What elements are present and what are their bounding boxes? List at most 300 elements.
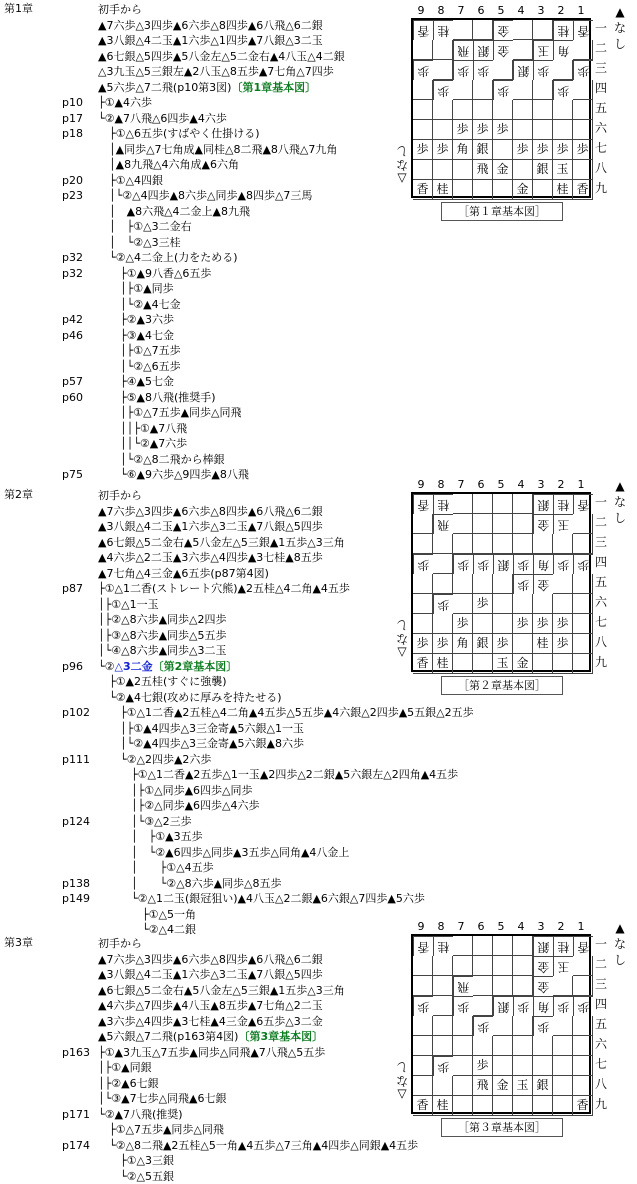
gote-piece: 桂 [433,494,453,514]
board-square [513,494,533,514]
gote-piece: 金 [493,40,513,60]
board-square [573,956,593,976]
board-square [533,1056,553,1076]
board-square [513,534,533,554]
board-square [473,534,493,554]
move-text: │└②△6五歩 [98,359,181,373]
board-square [553,60,573,80]
board-square [573,534,593,554]
page-ref: p75 [62,468,83,481]
rank-label: 六 [594,595,607,609]
board-square [573,514,593,534]
gote-hand [395,618,409,660]
file-label: 4 [517,478,525,491]
sente-piece: 歩 [573,140,593,160]
move-text: ▲3八銀△4二玉▲1六歩△3二玉▲7八銀△5四歩 [98,968,323,981]
move-text: ├①△3三銀 [98,1154,174,1167]
board-square [473,976,493,996]
move-text: └②△5五銀 [98,1169,174,1183]
file-label: 9 [417,478,425,491]
board-square [493,514,513,534]
move-text: ▲7六歩△3四歩▲6六歩△8四歩▲6八飛△6二銀 [98,952,323,966]
board-square [453,1036,473,1056]
gote-piece: 桂 [553,494,573,514]
move-text: ▲4六歩△7四歩▲4八玉▲8五歩▲7七角△2二玉 [98,999,323,1012]
move-text: └②△4二銀 [98,923,196,936]
file-label: 1 [577,478,585,491]
page-ref: p124 [62,814,90,828]
rank-label: 二 [594,515,607,529]
move-text: └②▲4七銀(攻めに厚みを持たせる) [98,690,282,704]
board-square [513,936,533,956]
highlight-text: 〔第1章基本図〕 [231,80,317,94]
board-square [533,534,553,554]
board-square [573,160,593,180]
sente-piece: 歩 [513,140,533,160]
move-text: │ └②△8六歩▲同歩△8五歩 [98,876,282,890]
sente-hand: ▲なし [613,921,626,967]
file-label: 8 [437,920,445,933]
file-label: 9 [417,4,425,17]
gote-piece: 金 [533,976,553,996]
board-square [573,100,593,120]
move-text: │├①▲同銀 [98,1061,152,1074]
sente-piece: 香 [573,180,593,200]
page-ref: p18 [62,127,83,140]
board-square [433,1076,453,1096]
page-ref: p96 [62,659,83,673]
page-ref: p60 [62,390,83,404]
board-square [413,1076,433,1096]
gote-piece: 香 [573,494,593,514]
page-ref: p17 [62,111,83,125]
move-text: │ ├①△3二金右 [98,220,192,233]
sente-hand: ▲なし [613,5,626,51]
gote-piece: 銀 [473,40,493,60]
rank-label: 七 [594,615,607,629]
shogi-board [393,478,637,698]
sente-piece: 歩 [433,140,453,160]
move-text: ├①▲2五桂(すぐに強襲) [98,675,227,688]
board-grid [411,934,591,1114]
move-text: └②△2四歩▲2六歩 [98,752,212,766]
board-square [473,574,493,594]
rank-label: 九 [594,1097,607,1111]
sente-piece: 角 [453,634,473,654]
board-square [513,1096,533,1116]
board-square [573,1076,593,1096]
board-square [573,614,593,634]
move-text: ├①△5一角 [98,907,196,921]
sente-piece: 香 [413,180,433,200]
move-text: │└②▲4四歩△3三金寄▲5六銀▲8六歩 [98,737,304,750]
move-text: ▲6七銀△5二金右▲5八金左△5三銀▲1五歩△3三角 [98,535,345,549]
gote-piece: 角 [553,40,573,60]
board-square [493,574,513,594]
gote-piece: 香 [413,494,433,514]
rank-label: 八 [594,635,607,649]
sente-piece: 桂 [433,654,453,674]
board-square [513,80,533,100]
board-square [533,20,553,40]
sente-piece: 歩 [473,120,493,140]
rank-label: 四 [594,997,607,1011]
page-ref: p171 [62,1107,90,1121]
move-text: △3九玉△5三銀左▲2八玉△8五歩▲7七角△7四歩 [98,65,334,78]
sente-piece: 銀 [533,160,553,180]
rank-label: 六 [594,121,607,135]
file-label: 5 [497,4,505,17]
board-square [553,100,573,120]
board-square [473,996,493,1016]
move-text: ││├①▲7八飛 [98,421,188,435]
sente-piece: 桂 [533,634,553,654]
board-square [453,80,473,100]
board-square [473,514,493,534]
board-square [513,100,533,120]
gote-piece: 香 [413,936,433,956]
page-ref: p102 [62,706,90,719]
board-square [573,1016,593,1036]
file-label: 5 [497,920,505,933]
gote-piece: 香 [413,20,433,40]
move-text: └②△8二飛▲2五桂△5一角▲4五歩△7三角▲4四歩△同銀▲4五歩 [98,1138,419,1152]
board-square [513,120,533,140]
gote-piece: 歩 [473,60,493,80]
move-text: │├①△1一玉 [98,597,159,611]
gote-piece: 歩 [413,60,433,80]
gote-piece: 金 [533,956,553,976]
board-square [533,1036,553,1056]
gote-piece: 金 [493,20,513,40]
board-square [493,60,513,80]
board-square [453,1076,473,1096]
file-label: 7 [457,920,465,933]
board-square [493,1056,513,1076]
board-square [493,936,513,956]
board-square [413,594,433,614]
move-text: │└④△8六歩▲同歩△3二玉 [98,644,227,657]
gote-piece: 玉 [533,40,553,60]
highlight-text: △3二金 [114,659,153,673]
board-square [453,160,473,180]
move-text: └②▲7八飛△6四歩▲4六歩 [98,111,227,125]
board-square [513,20,533,40]
board-square [413,1056,433,1076]
gote-piece: 銀 [513,60,533,80]
gote-piece: 飛 [433,514,453,534]
sente-piece: 歩 [433,634,453,654]
move-text: │└②▲4七金 [98,297,181,311]
board-square [453,100,473,120]
board-square [413,956,433,976]
board-square [493,494,513,514]
move-text: │├②▲6七銀 [98,1076,159,1090]
chapter-label: 第1章 [4,2,33,15]
move-text: └⑥▲9六歩△9四歩▲8八飛 [98,468,249,481]
move-text: │├②△8六歩▲同歩△2四歩 [98,613,227,626]
gote-piece: 歩 [453,554,473,574]
rank-label: 六 [594,1037,607,1051]
move-text: ├①▲4六歩 [98,96,152,109]
file-label: 7 [457,478,465,491]
board-caption: ［第２章基本図］ [441,676,563,695]
file-label: 3 [537,4,545,17]
board-square [433,956,453,976]
board-square [493,956,513,976]
board-square [453,574,473,594]
gote-hand-text: △なし [396,144,409,186]
chapter-label: 第3章 [4,936,33,949]
gote-piece: 歩 [513,554,533,574]
page-ref: p138 [62,876,90,890]
board-square [453,20,473,40]
file-label: 1 [577,4,585,17]
board-square [513,1016,533,1036]
gote-piece: 香 [573,20,593,40]
board-square [493,1036,513,1056]
sente-piece: 歩 [453,120,473,140]
move-text: │├③△8六歩▲同歩△5五歩 [98,628,227,642]
rank-label: 五 [594,101,607,115]
gote-piece: 角 [533,554,553,574]
gote-piece: 歩 [553,554,573,574]
board-square [413,1016,433,1036]
board-square [413,80,433,100]
move-text: ├①△1二香▲2五桂△4二角▲4五歩△5五歩▲4六銀△2四歩▲5五銀△2五歩 [98,706,474,719]
board-square [413,514,433,534]
move-text: │└②△8二飛から棒銀 [98,452,225,466]
gote-piece: 歩 [433,1056,453,1076]
board-square [453,594,473,614]
file-label: 6 [477,478,485,491]
board-square [433,60,453,80]
page-ref: p174 [62,1138,90,1152]
board-square [473,614,493,634]
gote-piece: 歩 [533,1016,553,1036]
board-square [533,654,553,674]
board-square [553,976,573,996]
board-square [493,140,513,160]
file-label: 9 [417,920,425,933]
gote-piece: 飛 [453,40,473,60]
move-text: │├①▲同歩 [98,282,174,295]
rank-label: 八 [594,161,607,175]
board-square [453,494,473,514]
board-square [513,976,533,996]
move-text: │ ├①△4五歩 [98,861,214,874]
board-square [493,180,513,200]
sente-piece: 歩 [553,140,573,160]
move-text: ▲4六歩△2二玉▲3六歩△4四歩▲3七桂▲8五歩 [98,551,323,564]
board-square [413,574,433,594]
gote-piece: 歩 [573,996,593,1016]
board-square [573,80,593,100]
sente-piece: 桂 [553,180,573,200]
move-text: ▲5六銀△7二飛(p163第4図)〔第3章基本図〕 [98,1030,324,1043]
gote-hand-text: △なし [396,618,409,660]
rank-label: 九 [594,655,607,669]
board-square [513,594,533,614]
move-text: ├②▲3六歩 [98,313,174,326]
rank-label: 九 [594,181,607,195]
gote-piece: 歩 [473,554,493,574]
move-text: ├①△4四銀 [98,173,163,187]
move-text: ▲3八銀△4二玉▲1六歩△3二玉▲7八銀△5四歩 [98,520,323,533]
move-text: 初手から [98,3,142,16]
board-square [453,654,473,674]
highlight-text: 〔第2章基本図〕 [152,659,238,673]
move-text: │├①▲4四歩△3三金寄▲5六銀△1一玉 [98,721,304,735]
rank-label: 一 [594,21,607,35]
move-text: │└③△2三歩 [98,814,192,828]
sente-piece: 歩 [473,1056,493,1076]
rank-label: 七 [594,141,607,155]
sente-piece: 桂 [433,1096,453,1116]
board-square [473,1036,493,1056]
move-text: │├①△同歩▲6四歩△同歩 [98,783,253,797]
board-square [533,594,553,614]
board-square [413,534,433,554]
board-square [533,1096,553,1116]
rank-label: 三 [594,977,607,991]
board-square [513,40,533,60]
board-square [573,120,593,140]
gote-piece: 歩 [433,594,453,614]
board-square [453,514,473,534]
move-text: ├①△1二香(ストレート穴熊)▲2五桂△4二角▲4五歩 [98,582,350,595]
gote-piece: 玉 [553,956,573,976]
gote-piece: 香 [573,936,593,956]
gote-piece: 歩 [553,996,573,1016]
sente-piece: 歩 [533,140,553,160]
rank-label: 四 [594,555,607,569]
board-square [473,956,493,976]
board-square [553,120,573,140]
page-ref: p32 [62,266,83,280]
board-square [413,976,433,996]
move-text: │ ▲8六飛△4二金上▲8九飛 [98,204,250,218]
rank-label: 一 [594,937,607,951]
page-ref: p57 [62,375,83,388]
board-square [553,1096,573,1116]
board-square [453,180,473,200]
board-square [453,956,473,976]
board-square [493,1016,513,1036]
board-caption: ［第１章基本図］ [441,202,563,221]
board-square [553,1036,573,1056]
move-text: ▲7六歩△3四歩▲6六歩△8四歩▲6八飛△6二銀 [98,504,323,518]
file-label: 7 [457,4,465,17]
board-caption: ［第３章基本図］ [441,1118,563,1137]
rank-label: 四 [594,81,607,95]
sente-piece: 歩 [413,140,433,160]
board-square [533,180,553,200]
shogi-board [393,4,637,224]
board-square [533,100,553,120]
board-square [413,160,433,180]
board-square [413,614,433,634]
board-square [553,1076,573,1096]
board-square [573,594,593,614]
board-square [573,574,593,594]
move-text: ├①△6五歩(すばやく仕掛ける) [98,127,260,140]
gote-hand-text: △なし [396,1060,409,1102]
sente-piece: 銀 [473,634,493,654]
sente-piece: 銀 [473,140,493,160]
board-square [433,554,453,574]
board-square [473,80,493,100]
move-text: ▲7六歩△3四歩▲6六歩△8四歩▲6八飛△6二銀 [98,18,323,32]
board-square [453,1096,473,1116]
board-square [433,100,453,120]
move-text: │▲8九飛△4六角成▲6六角 [98,158,239,171]
file-label: 8 [437,4,445,17]
move-text: ▲3六歩△4四歩▲3七桂▲4三金▲6五歩△3二金 [98,1014,323,1028]
board-square [553,574,573,594]
file-label: 4 [517,920,525,933]
gote-piece: 桂 [553,20,573,40]
move-text: │ ├①▲3五歩 [98,830,203,843]
gote-piece: 歩 [513,574,533,594]
file-label: 2 [557,478,565,491]
move-text: │└②△4四歩▲8六歩△同歩▲8四歩△7三馬 [98,189,313,202]
board-square [493,1096,513,1116]
sente-piece: 香 [413,1096,433,1116]
sente-piece: 歩 [533,614,553,634]
sente-piece: 歩 [553,634,573,654]
gote-piece: 歩 [453,60,473,80]
sente-piece: 金 [493,1076,513,1096]
gote-hand [395,144,409,186]
sente-piece: 飛 [473,160,493,180]
gote-hand [395,1060,409,1102]
file-labels [411,478,591,492]
sente-piece: 桂 [433,180,453,200]
move-text: ▲6七銀△5四歩▲5八金左△5二金右▲4八玉△4二銀 [98,49,345,63]
board-square [513,1056,533,1076]
sente-piece: 歩 [413,634,433,654]
sente-piece: 香 [413,654,433,674]
gote-piece: 歩 [433,80,453,100]
page-ref: p111 [62,752,90,766]
move-text: ├①▲3九玉△7五歩▲同歩△同飛▲7八飛△5五歩 [98,1045,326,1059]
gote-piece: 銀 [493,996,513,1016]
board-square [493,534,513,554]
move-text: ├④▲5七金 [98,375,174,388]
sente-piece: 金 [513,654,533,674]
board-square [553,594,573,614]
chapter-label: 第2章 [4,488,33,501]
move-text: │ └②▲6四歩△同歩▲3五歩△同角▲4八金上 [98,845,350,859]
board-square [433,976,453,996]
board-square [513,956,533,976]
board-square [533,80,553,100]
page-ref: p42 [62,313,83,326]
move-text: ├①▲9八香△6五歩 [98,266,212,280]
move-text: │├②△同歩▲6四歩△4六歩 [98,799,260,812]
gote-piece: 歩 [493,80,513,100]
board-square [553,1016,573,1036]
gote-piece: 歩 [473,1016,493,1036]
file-label: 5 [497,478,505,491]
move-text: └②▲7八飛(推奨) [98,1107,183,1121]
move-text: │├①△7五歩 [98,344,181,357]
board-square [413,120,433,140]
board-square [493,976,513,996]
board-square [573,654,593,674]
rank-label: 三 [594,61,607,75]
